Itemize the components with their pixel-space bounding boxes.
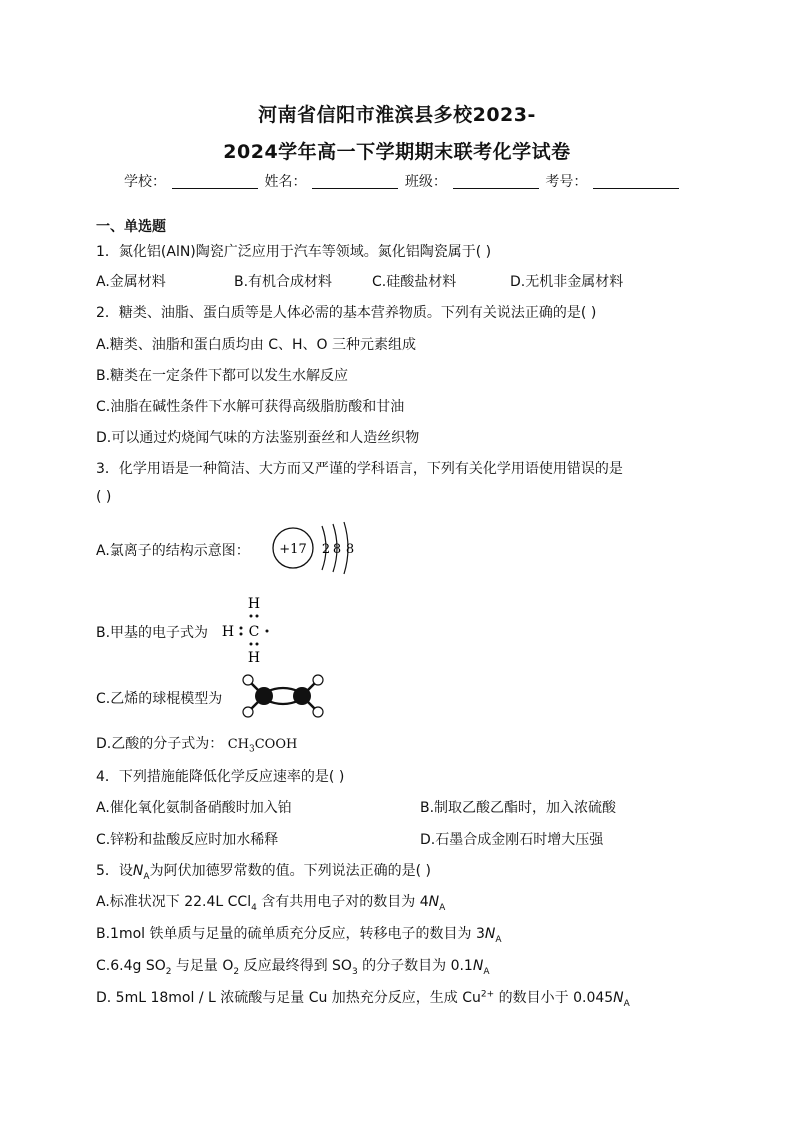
q1-option-a: A.金属材料 [96,274,166,290]
section-heading: 一、单选题 [96,219,166,235]
q4-stem: 4．下列措施能降低化学反应速率的是( ) [96,769,345,785]
school-blank[interactable] [172,174,258,189]
q3-stem-cont: ( ) [96,489,112,505]
name-blank[interactable] [312,174,398,189]
option-text: 的数目小于 0.045 [494,990,614,1006]
subscript: 4 [251,902,257,913]
nucleus-charge: +17 [279,542,307,557]
ethylene-ball-stick-model [240,672,326,720]
exam-title-line2: 2024学年高一下学期期末联考化学试卷 [223,141,571,163]
carbon-atom [255,687,273,705]
atom-h-top: H [247,596,261,612]
hydrogen-atom [313,707,323,717]
q1-option-d: D.无机非金属材料 [510,274,624,290]
q3-option-b-label: B.甲基的电子式为 [96,625,209,641]
electron-dot [266,630,269,633]
q3-option-a-label: A.氯离子的结构示意图： [96,543,250,559]
option-text: 反应最终得到 SO [239,958,352,974]
q3-option-d [96,733,297,755]
hydrogen-atom [243,675,253,685]
q5-option-d [96,987,630,1009]
atom-c-center: C [248,624,260,640]
option-text: D. 5mL 18mol / L 浓硫酸与足量 Cu 加热充分反应，生成 Cu [96,990,481,1006]
subscript: 2 [165,966,172,977]
q4-option-b: B.制取乙酸乙酯时，加入浓硫酸 [420,800,617,816]
avogadro-symbol: N [613,990,624,1006]
electron-dot [256,615,259,618]
formula-part: COOH [254,737,298,752]
option-text: C.6.4g SO [96,958,166,974]
name-label: 姓名： [264,174,307,190]
q2-stem: 2．糖类、油脂、蛋白质等是人体必需的基本营养物质。下列有关说法正确的是( ) [96,305,597,321]
electron-dot [256,643,259,646]
superscript: 2+ [480,989,495,1000]
methyl-electron-formula [218,594,274,666]
exam-no-label: 考号： [545,174,588,190]
q2-option-a: A.糖类、油脂和蛋白质均由 C、H、O 三种元素组成 [96,337,417,353]
q4-option-d: D.石墨合成金刚石时增大压强 [420,832,604,848]
school-label: 学校： [124,174,166,190]
q5-option-a [96,891,445,913]
electron-dot [250,643,253,646]
class-label: 班级： [404,174,447,190]
avogadro-symbol: N [484,926,496,942]
q1-stem: 1．氮化铝(AlN)陶瓷广泛应用于汽车等领域。氮化铝陶瓷属于( ) [96,244,492,260]
subscript: 2 [233,966,240,977]
atom-h-bottom: H [247,650,261,666]
option-text: 与足量 O [171,958,234,974]
formula-part: CH [227,737,249,752]
option-text: B.1mol 铁单质与足量的硫单质充分反应，转移电子的数目为 3 [96,926,485,942]
avogadro-symbol: N [132,863,144,879]
electron-dot [250,615,253,618]
q5-stem-post: 为阿伏加德罗常数的值。下列说法正确的是( ) [149,863,431,879]
acetic-acid-formula [227,737,298,755]
atom-h-left: H [221,624,235,640]
exam-title-line1: 河南省信阳市淮滨县多校2023- [258,104,536,126]
electron-dot [240,627,243,630]
hydrogen-atom [313,675,323,685]
q3-option-c-label: C.乙烯的球棍模型为 [96,691,223,707]
avogadro-subscript: A [495,934,502,945]
q5-option-c [96,955,490,977]
avogadro-subscript: A [623,998,630,1009]
hydrogen-atom [243,707,253,717]
q5-stem-pre: 5．设 [96,863,133,879]
q4-option-a: A.催化氧化氨制备硝酸时加入铂 [96,800,292,816]
q2-option-d: D.可以通过灼烧闻气味的方法鉴别蚕丝和人造丝织物 [96,430,420,446]
avogadro-subscript: A [143,871,150,882]
student-info-row [124,171,681,191]
shell-electrons-2: 8 [332,542,342,557]
option-text: A.标准状况下 22.4L CCl [96,894,252,910]
electron-dot [240,633,243,636]
shell-electrons-1: 2 [321,542,331,557]
avogadro-symbol: N [428,894,440,910]
option-text: 的分子数目为 0.1 [357,958,473,974]
q2-option-b: B.糖类在一定条件下都可以发生水解反应 [96,368,349,384]
exam-no-blank[interactable] [593,174,679,189]
chloride-ion-structure-diagram [270,516,370,580]
q5-option-b [96,923,502,945]
shell-electrons-3: 8 [345,542,355,557]
q1-option-b: B.有机合成材料 [234,274,333,290]
class-blank[interactable] [453,174,539,189]
q2-option-c: C.油脂在碱性条件下水解可获得高级脂肪酸和甘油 [96,399,405,415]
q5-stem [96,860,431,882]
formula-subscript: 3 [248,744,255,755]
avogadro-symbol: N [472,958,484,974]
option-text: 含有共用电子对的数目为 4 [256,894,429,910]
q3-stem: 3．化学用语是一种简洁、大方而又严谨的学科语言，下列有关化学用语使用错误的是 [96,461,623,477]
avogadro-subscript: A [483,966,490,977]
q3-option-d-label: D.乙酸的分子式为： [96,736,224,752]
q4-option-c: C.锌粉和盐酸反应时加水稀释 [96,832,279,848]
carbon-atom [293,687,311,705]
subscript: 3 [351,966,358,977]
avogadro-subscript: A [439,902,446,913]
q1-option-c: C.硅酸盐材料 [372,274,457,290]
